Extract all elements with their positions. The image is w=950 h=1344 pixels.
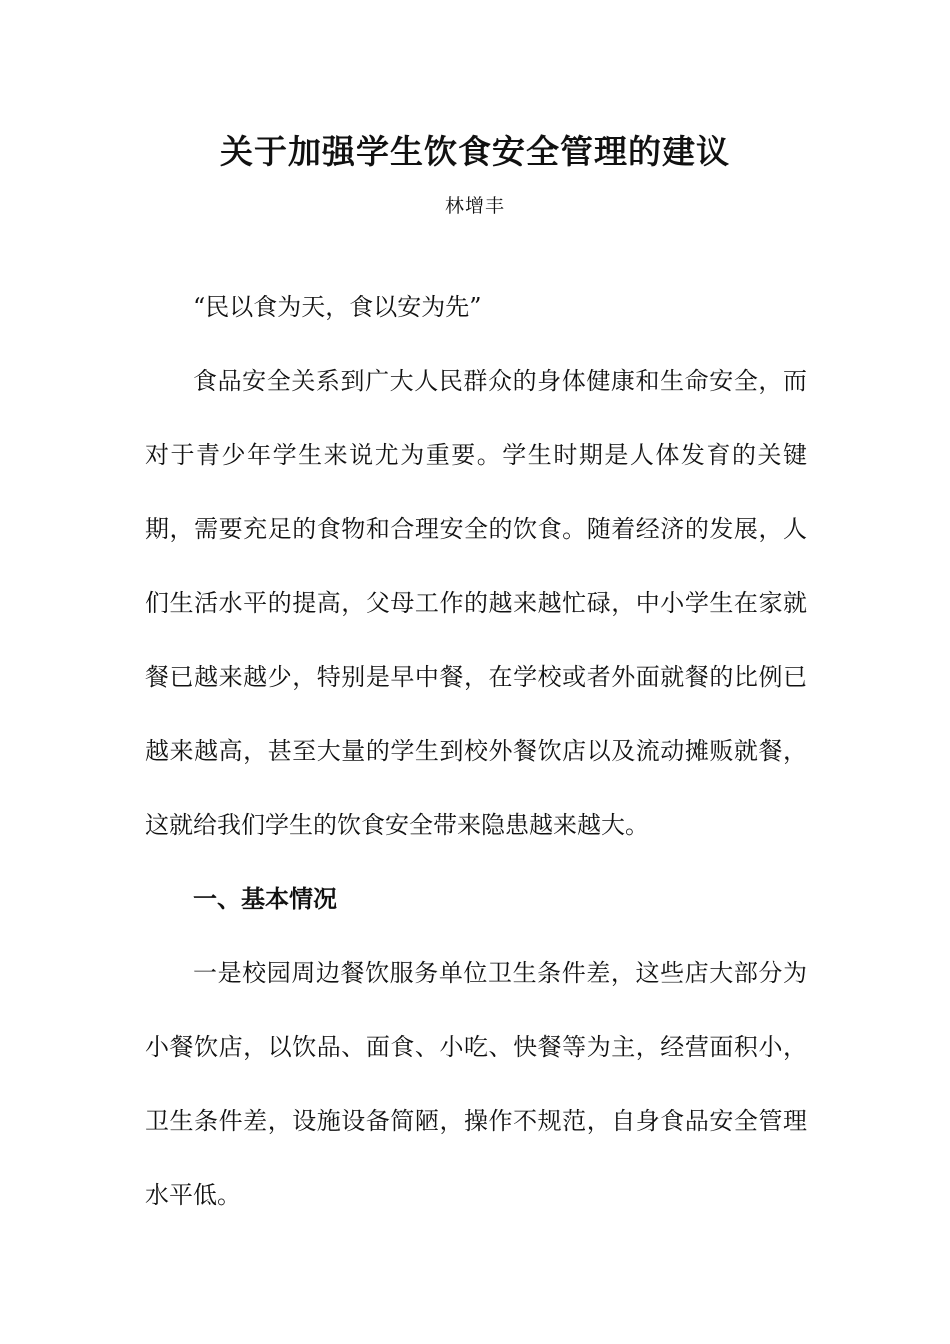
- quote-paragraph: “民以食为天，食以安为先”: [193, 293, 482, 321]
- intro-paragraph: 食品安全关系到广大人民群众的身体健康和生命安全，而对于青少年学生来说尤为重要。学生时期是人体发育的关键期，需要充足的食物和合理安全的饮食。随着经济的发展，人们生活水平的提高，父母工作的越来越忙碌，中小学生在家就餐已越来越少，特别是早中餐，在学校或者外面就餐的比例已越来越高，甚至大量的学生到校外餐饮店以及流动摊贩就餐，这就给我们学生的饮食安全带来隐患越来越大。: [145, 367, 807, 839]
- document-title: 关于加强学生饮食安全管理的建议: [220, 132, 730, 171]
- section-paragraph: 一是校园周边餐饮服务单位卫生条件差，这些店大部分为小餐饮店，以饮品、面食、小吃、快餐等为主，经营面积小，卫生条件差，设施设备简陋，操作不规范，自身食品安全管理水平低。: [145, 959, 807, 1209]
- section-heading: 一、基本情况: [193, 884, 337, 913]
- document-body: [145, 270, 807, 1232]
- document-author: 林增丰: [444, 195, 505, 217]
